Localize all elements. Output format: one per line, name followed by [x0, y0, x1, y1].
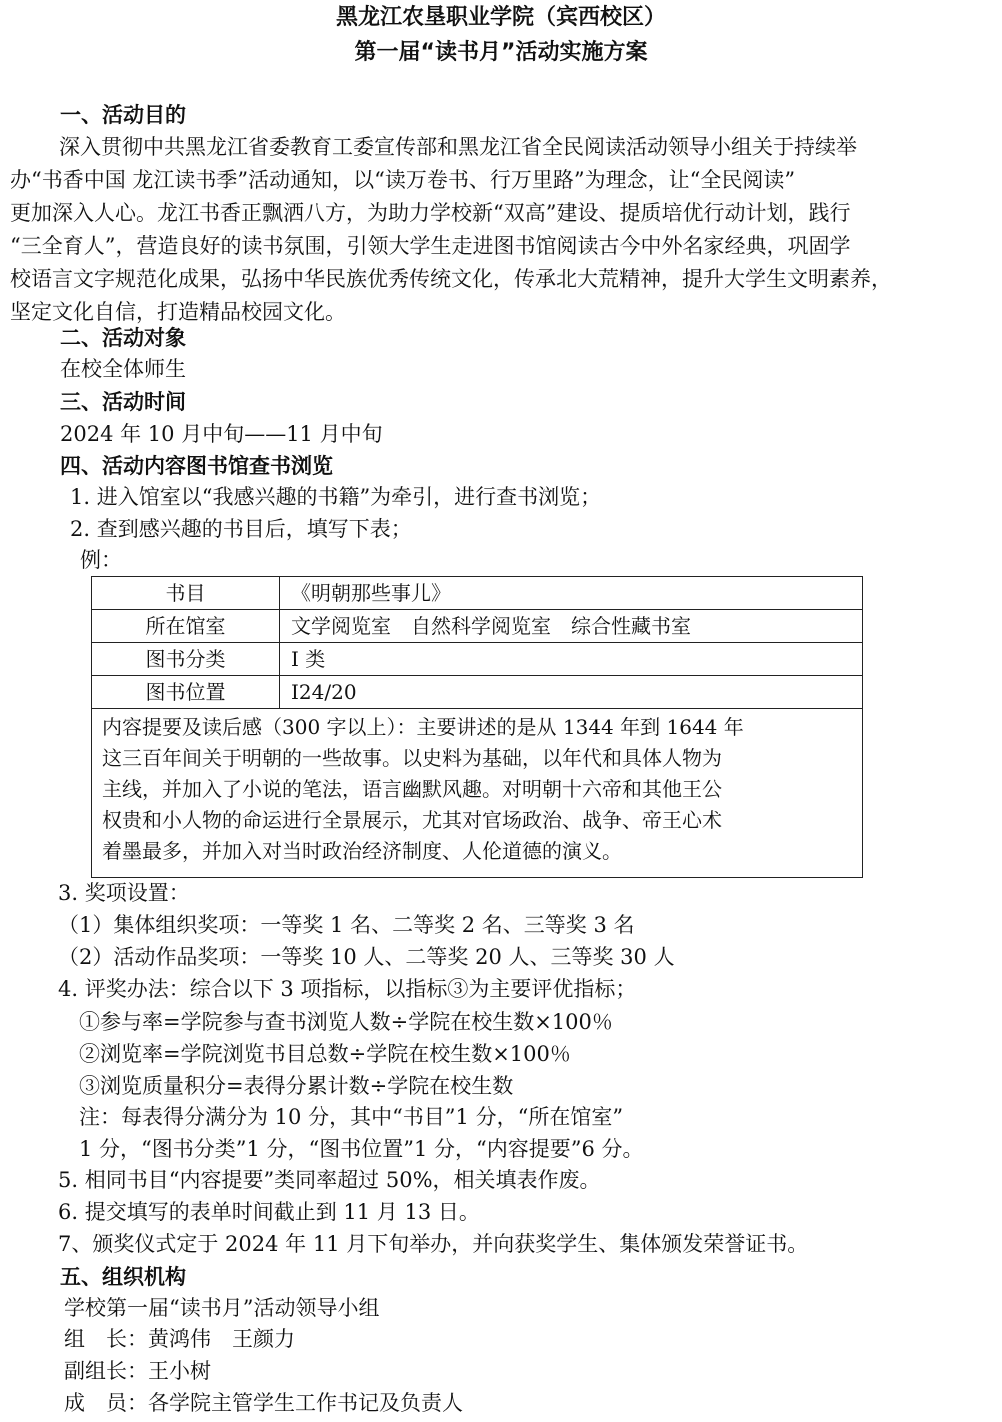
summary-line: 内容提要及读后感（300 字以上）：主要讲述的是从 1344 年到 1644 年 — [102, 715, 744, 739]
table-row — [92, 643, 863, 676]
section1-paragraph — [10, 131, 1000, 329]
scoring-note-line2: 1 分，“图书分类”1 分，“图书位置”1 分，“内容提要”6 分。 — [79, 1137, 644, 1161]
document-title-line2: 第一届“读书月”活动实施方案 — [354, 40, 648, 65]
group-deputy: 副组长：王小树 — [64, 1359, 211, 1383]
table-value-cell: I 类 — [280, 643, 863, 676]
section3-text: 2024 年 10 月中旬——11 月中旬 — [60, 422, 383, 446]
table-label-cell: 图书分类 — [92, 643, 280, 676]
group-leader: 组 长：黄鸿伟 王颜力 — [64, 1327, 295, 1351]
leading-group-name: 学校第一届“读书月”活动领导小组 — [64, 1296, 380, 1320]
table-row — [92, 676, 863, 709]
table-label-cell: 图书位置 — [92, 676, 280, 709]
section3-heading: 三、活动时间 — [60, 390, 186, 414]
table-summary-cell — [92, 709, 863, 878]
summary-line: 着墨最多，并加入对当时政治经济制度、人伦道德的演义。 — [102, 839, 622, 863]
metric-quality-score: ③浏览质量积分=表得分累计数÷学院在校生数 — [79, 1074, 514, 1098]
section1-heading: 一、活动目的 — [60, 103, 186, 127]
paragraph-line: 办“书香中国 龙江读书季”活动通知，以“读万卷书、行万里路”为理念，让“全民阅读” — [10, 168, 796, 192]
awards-heading: 3. 奖项设置： — [58, 881, 190, 905]
group-members: 成 员：各学院主管学生工作书记及负责人 — [64, 1391, 463, 1415]
paragraph-line: 校语言文字规范化成果，弘扬中华民族优秀传统文化，传承北大荒精神，提升大学生文明素养， — [10, 267, 892, 291]
rule-similarity: 5. 相同书目“内容提要”类同率超过 50%，相关填表作废。 — [58, 1168, 601, 1192]
section2-heading: 二、活动对象 — [60, 326, 186, 350]
section4-step1: 1. 进入馆室以“我感兴趣的书籍”为牵引，进行查书浏览； — [70, 485, 602, 509]
section4-step2: 2. 查到感兴趣的书目后，填写下表； — [70, 517, 412, 541]
rule-deadline: 6. 提交填写的表单时间截止到 11 月 13 日。 — [58, 1200, 480, 1224]
section5-heading: 五、组织机构 — [60, 1265, 186, 1289]
document-title-line1: 黑龙江农垦职业学院（宾西校区） — [335, 5, 666, 30]
book-record-table — [91, 576, 863, 878]
paragraph-line: 更加深入人心。龙江书香正飘洒八方，为助力学校新“双高”建设、提质培优行动计划，践行 — [10, 201, 851, 225]
table-value-cell: 文学阅览室 自然科学阅览室 综合性藏书室 — [280, 610, 863, 643]
metric-participation: ①参与率=学院参与查书浏览人数÷学院在校生数×100％ — [79, 1010, 613, 1034]
award-works: （2）活动作品奖项：一等奖 10 人、二等奖 20 人、三等奖 30 人 — [58, 945, 675, 969]
table-row — [92, 577, 863, 610]
table-value-cell: 《明朝那些事儿》 — [280, 577, 863, 610]
evaluation-method-heading: 4. 评奖办法：综合以下 3 项指标，以指标③为主要评优指标； — [58, 977, 637, 1001]
table-row — [92, 709, 863, 878]
paragraph-line: “三全育人”，营造良好的读书氛围，引领大学生走进图书馆阅读古今中外名家经典，巩固学 — [10, 234, 851, 258]
table-label-cell: 书目 — [92, 577, 280, 610]
table-label-cell: 所在馆室 — [92, 610, 280, 643]
metric-browse-rate: ②浏览率=学院浏览书目总数÷学院在校生数×100％ — [79, 1042, 571, 1066]
paragraph-line: 坚定文化自信，打造精品校园文化。 — [10, 300, 346, 324]
summary-line: 这三百年间关于明朝的一些故事。以史料为基础，以年代和具体人物为 — [102, 746, 722, 770]
summary-line: 权贵和小人物的命运进行全景展示，尤其对官场政治、战争、帝王心术 — [102, 808, 722, 832]
example-label: 例： — [80, 548, 122, 572]
table-value-cell: I24/20 — [280, 676, 863, 709]
table-row — [92, 610, 863, 643]
award-collective: （1）集体组织奖项：一等奖 1 名、二等奖 2 名、三等奖 3 名 — [58, 913, 635, 937]
paragraph-line: 深入贯彻中共黑龙江省委教育工委宣传部和黑龙江省全民阅读活动领导小组关于持续举 — [59, 135, 857, 159]
scoring-note-line1: 注：每表得分满分为 10 分，其中“书目”1 分，“所在馆室” — [79, 1105, 624, 1129]
section2-text: 在校全体师生 — [60, 357, 186, 381]
rule-ceremony: 7、颁奖仪式定于 2024 年 11 月下旬举办，并向获奖学生、集体颁发荣誉证书。 — [58, 1232, 809, 1256]
summary-line: 主线，并加入了小说的笔法，语言幽默风趣。对明朝十六帝和其他王公 — [102, 777, 722, 801]
section4-heading: 四、活动内容图书馆查书浏览 — [60, 454, 333, 478]
